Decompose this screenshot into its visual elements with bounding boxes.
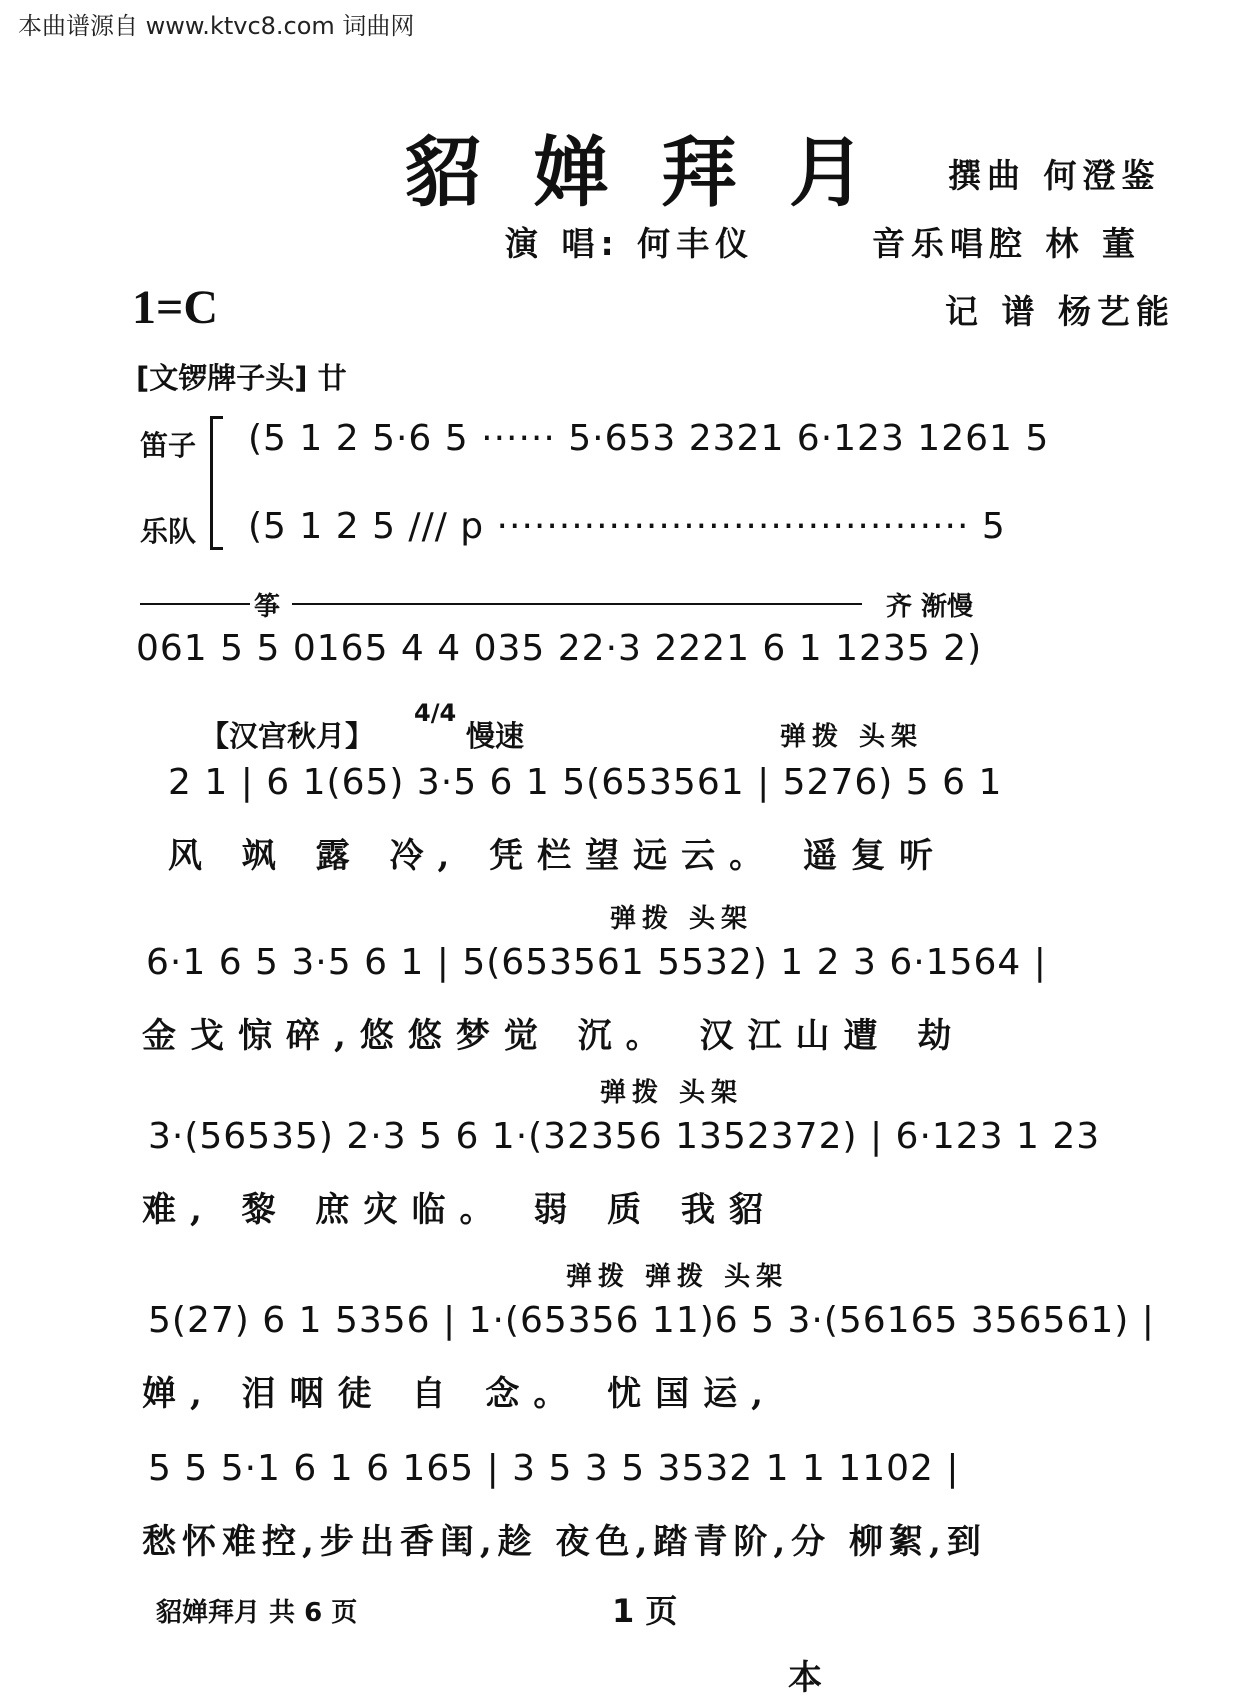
system4-anno: 弹拨 头架 bbox=[610, 904, 754, 934]
zheng-line-right bbox=[292, 603, 862, 605]
band-label: 乐队 bbox=[140, 515, 197, 548]
zheng-line-left bbox=[140, 603, 250, 605]
system6-notes: 5(27) 6 1 5356 | 1·(65356 11)6 5 3·(56165 356561) | bbox=[148, 1300, 1155, 1341]
speed-label: 慢速 bbox=[466, 719, 525, 753]
zheng-label: 筝 bbox=[254, 592, 281, 622]
system5-lyrics: 难, 黎 庶灾临。 弱 质 我貂 bbox=[142, 1190, 778, 1230]
page-number: 1 页 bbox=[612, 1592, 678, 1630]
key-signature: 1=C bbox=[132, 281, 219, 334]
system3-notes: 2 1 | 6 1(65) 3·5 6 1 5(653561 | 5276) 5 6 1 bbox=[168, 762, 1003, 803]
flute-label: 笛子 bbox=[140, 429, 197, 462]
system2-notes: 061 5 5 0165 4 4 035 22·3 2221 6 1 1235 2) bbox=[136, 628, 983, 669]
system4-lyrics: 金戈惊碎,悠悠梦觉 沉。 汉江山遭 劫 bbox=[142, 1016, 966, 1056]
system-bracket bbox=[210, 416, 223, 550]
notation-credit: 记 谱 杨艺能 bbox=[945, 292, 1175, 331]
page-title: 貂婵拜月 bbox=[405, 128, 917, 217]
music-credit: 音乐唱腔 林 董 bbox=[872, 224, 1141, 263]
tune-label: 【汉宫秋月】 bbox=[200, 719, 375, 753]
system5-notes: 3·(56535) 2·3 5 6 1·(32356 1352372) | 6·123 1 23 bbox=[148, 1116, 1101, 1157]
intro-label: [文锣牌子头] 廿 bbox=[136, 361, 347, 395]
flute-notes: (5 1 2 5·6 5 ······ 5·653 2321 6·123 1261 5 bbox=[248, 418, 1050, 459]
system3-lyrics: 风 飒 露 冷, 凭栏望远云。 遥复听 bbox=[168, 836, 948, 876]
system7-lyrics: 愁怀难控,步出香闺,趁 夜色,踏青阶,分 柳絮,到 bbox=[142, 1522, 987, 1562]
band-notes: (5 1 2 5 /// p ······································ 5 bbox=[248, 506, 1006, 547]
composer-credit: 撰曲 何澄鉴 bbox=[948, 156, 1161, 195]
system3-anno: 弹拨 头架 bbox=[780, 722, 924, 752]
tempo-label: 齐 渐慢 bbox=[886, 592, 974, 622]
watermark-text: 本曲谱源自 www.ktvc8.com 词曲网 bbox=[18, 12, 415, 40]
singer-credit: 演 唱: 何丰仪 bbox=[505, 224, 755, 263]
system5-anno: 弹拨 头架 bbox=[600, 1078, 744, 1108]
system4-notes: 6·1 6 5 3·5 6 1 | 5(653561 5532) 1 2 3 6·1564 | bbox=[146, 942, 1047, 983]
system6-anno: 弹拨 弹拨 头架 bbox=[566, 1262, 789, 1292]
system7-notes: 5 5 5·1 6 1 6 165 | 3 5 3 5 3532 1 1 1102 | bbox=[148, 1448, 960, 1489]
bottom-mark: 本 bbox=[788, 1658, 822, 1698]
system6-lyrics: 婵, 泪咽徒 自 念。 忧国运, bbox=[142, 1374, 778, 1414]
time-signature: 4/4 bbox=[414, 699, 457, 727]
footer-title: 貂婵拜月 共 6 页 bbox=[156, 1598, 358, 1628]
